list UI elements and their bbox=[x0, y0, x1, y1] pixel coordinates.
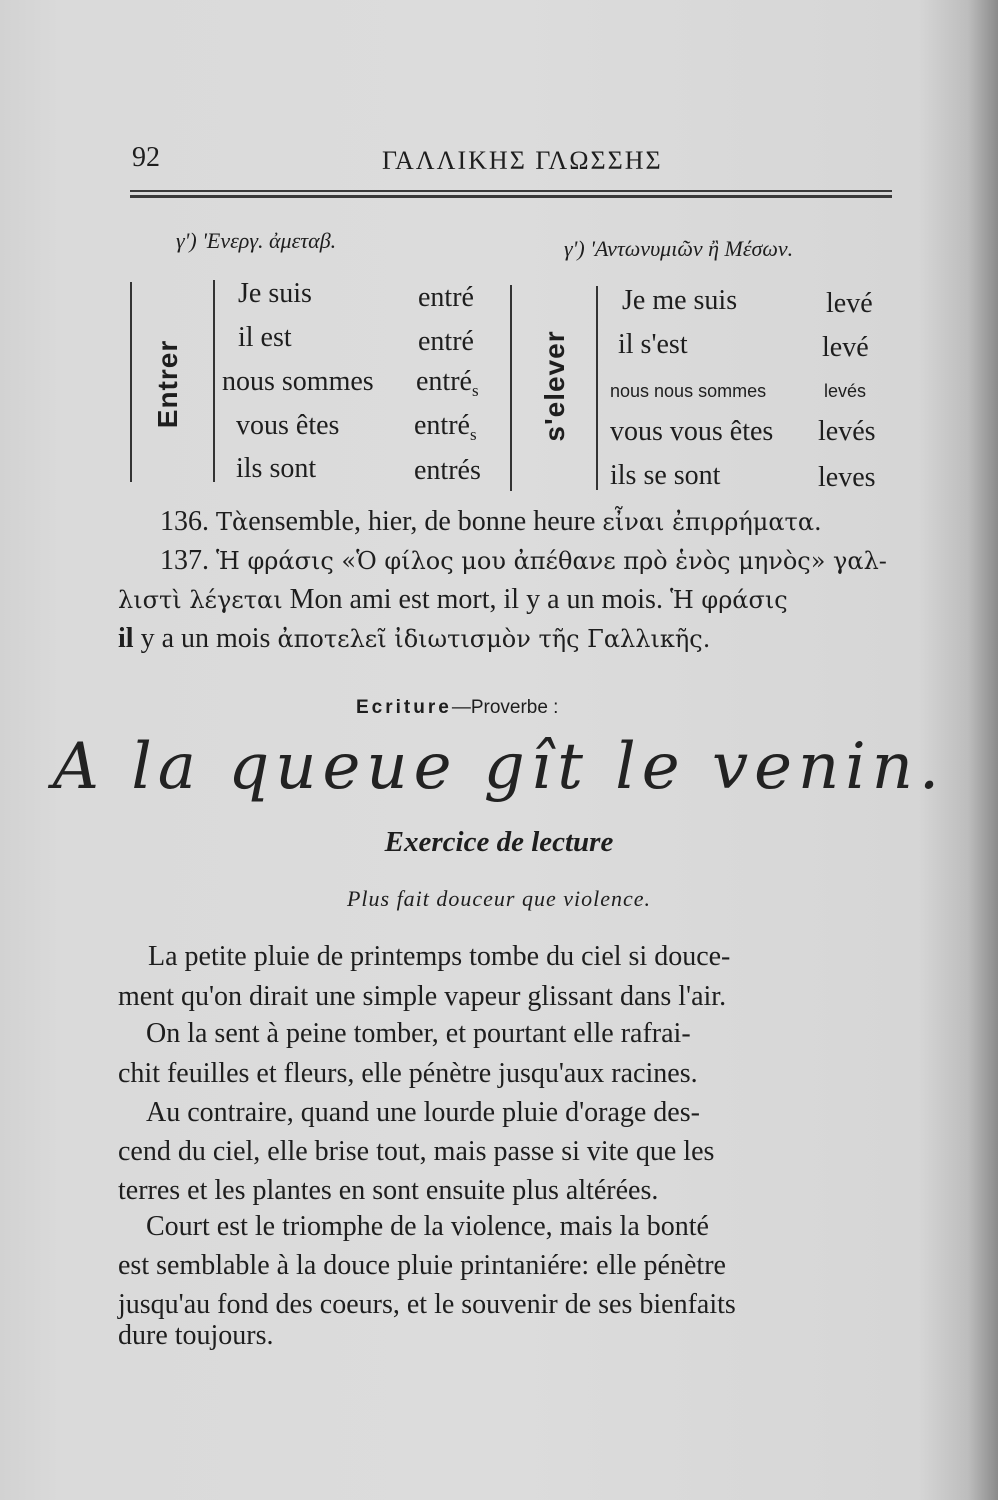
verb-label-selever: s'elever bbox=[539, 330, 570, 442]
note-french: ensemble, hier, de bonne heure bbox=[248, 506, 596, 537]
conj-form bbox=[414, 410, 477, 445]
conj-form: entrés bbox=[414, 455, 481, 486]
conj-form: levés bbox=[824, 381, 867, 401]
note-greek: Τὰ bbox=[216, 508, 249, 536]
note-137-line3 bbox=[118, 623, 710, 655]
passage-line: terres et les plantes en sont ensuite plus altérées. bbox=[118, 1175, 659, 1206]
header-rule-thick bbox=[130, 195, 892, 198]
passage-line: La petite pluie de printemps tombe du ciel si douce- bbox=[148, 941, 731, 972]
conj-pronoun: il est bbox=[238, 322, 292, 353]
conj-pronoun: nous nous sommes bbox=[610, 381, 767, 401]
conj-form: levés bbox=[818, 416, 876, 447]
passage-line: est semblable à la douce pluie printaniére: elle pénètre bbox=[118, 1250, 726, 1281]
note-137-line2 bbox=[118, 584, 788, 616]
note-137 bbox=[160, 545, 887, 577]
conj-form-stem: entré bbox=[414, 410, 470, 441]
note-french: Mon ami est mort, il y a un mois. bbox=[289, 584, 663, 615]
plural-suffix: s bbox=[471, 381, 479, 400]
left-inner-rule bbox=[213, 280, 215, 482]
passage-line: dure toujours. bbox=[118, 1320, 274, 1351]
conj-pronoun: Je suis bbox=[238, 278, 312, 309]
passage-line: Court est le triomphe de la violence, mais la bonté bbox=[146, 1211, 709, 1242]
right-column-heading: γ') 'Αντωνυμιῶν ἢ Μέσων. bbox=[564, 236, 794, 261]
conj-pronoun: ils se sont bbox=[610, 460, 721, 491]
note-greek: Ἡ φράσις bbox=[669, 586, 788, 614]
ecriture-heading bbox=[356, 697, 558, 719]
conj-form: entré bbox=[418, 282, 474, 313]
ecriture-label: Ecriture bbox=[356, 697, 452, 718]
note-number: 136. bbox=[160, 506, 209, 537]
passage-line: chit feuilles et fleurs, elle pénètre jusqu'aux racines. bbox=[118, 1058, 698, 1089]
conj-form: leves bbox=[818, 462, 876, 493]
note-greek: εἶναι ἐπιρρήματα. bbox=[602, 508, 822, 536]
conj-pronoun: Je me suis bbox=[622, 285, 738, 316]
conj-pronoun: il s'est bbox=[618, 329, 688, 360]
conj-pronoun: vous êtes bbox=[236, 410, 340, 441]
conj-form: levé bbox=[822, 332, 869, 363]
passage-line: On la sent à peine tomber, et pourtant elle rafrai- bbox=[146, 1018, 691, 1049]
passage-line: jusqu'au fond des coeurs, et le souvenir de ses bienfaits bbox=[118, 1289, 736, 1320]
proverb-handwriting: A la queue gît le venin. bbox=[52, 730, 946, 804]
note-greek: λιστὶ λέγεται bbox=[118, 586, 283, 614]
note-french: y a un mois bbox=[140, 623, 271, 654]
note-bold: il bbox=[118, 623, 134, 654]
page-number: 92 bbox=[132, 142, 160, 173]
left-column-heading: γ') 'Ενεργ. ἀμεταβ. bbox=[176, 228, 337, 253]
right-inner-rule bbox=[596, 286, 598, 490]
conj-form: entré bbox=[418, 326, 474, 357]
conj-pronoun: vous vous êtes bbox=[610, 416, 774, 447]
center-rule bbox=[510, 285, 512, 491]
header-rule-thin bbox=[130, 190, 892, 192]
conj-form: levé bbox=[826, 288, 873, 319]
left-outer-rule bbox=[130, 282, 132, 482]
passage-line: cend du ciel, elle brise tout, mais passe si vite que les bbox=[118, 1136, 715, 1167]
note-136 bbox=[160, 506, 822, 538]
passage-line: Au contraire, quand une lourde pluie d'orage des- bbox=[146, 1097, 700, 1128]
note-greek: Ἡ φράσις «Ὁ φίλος μου ἀπέθανε πρὸ ἑνὸς μηνὸς» γαλ- bbox=[216, 547, 887, 575]
running-head: ΓΑΛΛΙΚΗΣ ΓΛΩΣΣΗΣ bbox=[382, 146, 663, 175]
verb-label-entrer: Entrer bbox=[152, 339, 183, 429]
exercise-subtitle: Plus fait douceur que violence. bbox=[346, 886, 652, 911]
exercise-title: Exercice de lecture bbox=[384, 826, 614, 858]
note-number: 137. bbox=[160, 545, 209, 576]
conj-form-stem: entré bbox=[416, 366, 472, 397]
conj-pronoun: ils sont bbox=[236, 453, 317, 484]
plural-suffix: s bbox=[469, 425, 477, 444]
conj-pronoun: nous sommes bbox=[222, 366, 374, 397]
note-greek: ἀποτελεῖ ἰδιωτισμὸν τῆς Γαλλικῆς. bbox=[277, 625, 711, 653]
ecriture-suffix: —Proverbe : bbox=[451, 697, 559, 718]
passage-line: ment qu'on dirait une simple vapeur glissant dans l'air. bbox=[118, 981, 727, 1012]
conj-form bbox=[416, 366, 479, 401]
